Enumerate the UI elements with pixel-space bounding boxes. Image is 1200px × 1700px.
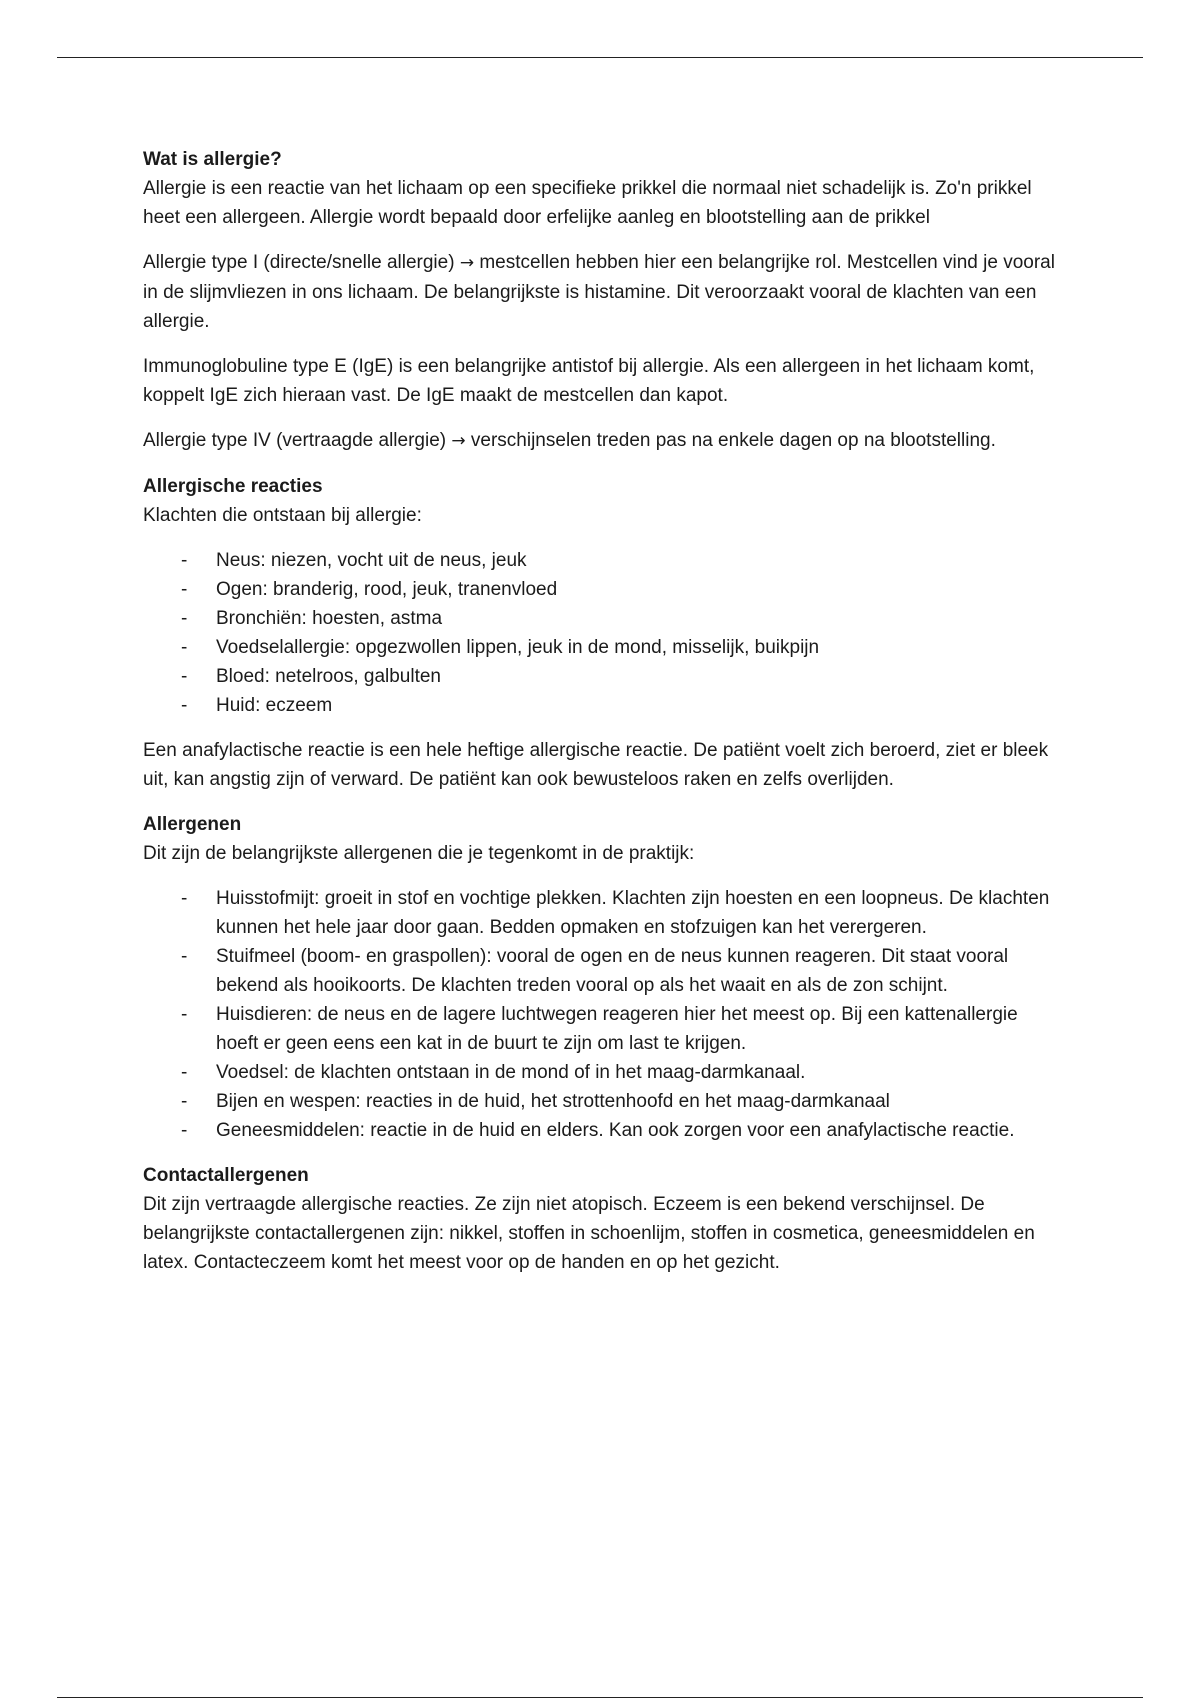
paragraph-anafylactisch: Een anafylactische reactie is een hele heftige allergische reactie. De patiënt voelt zich beroerd, ziet er bleek uit, kan angstig zijn of verward. De patiënt kan ook bewusteloos raken en zelfs overlijden. bbox=[143, 740, 1049, 790]
list-item bbox=[143, 1058, 1063, 1087]
paragraph-definition: Allergie is een reactie van het lichaam op een specifieke prikkel die normaal niet schadelijk is. Zo'n prikkel heet een allergeen. Allergie wordt bepaald door erfelijke aanleg en blootstelling aan de prikkel bbox=[143, 178, 1032, 228]
reacties-intro: Klachten die ontstaan bij allergie: bbox=[143, 505, 422, 526]
paragraph-ige: Immunoglobuline type E (IgE) is een belangrijke antistof bij allergie. Als een allergeen in het lichaam komt, koppelt IgE zich hieraan vast. De IgE maakt de mestcellen dan kapot. bbox=[143, 356, 1035, 406]
document-body bbox=[143, 145, 1063, 1293]
list-item-text: Bijen en wespen: reacties in de huid, het strottenhoofd en het maag-darmkanaal bbox=[216, 1091, 890, 1112]
list-item bbox=[143, 1087, 1063, 1116]
list-item-text: Bloed: netelroos, galbulten bbox=[216, 666, 441, 687]
bullet-dash: - bbox=[181, 946, 188, 967]
list-item-text: Voedsel: de klachten ontstaan in de mond of in het maag-darmkanaal. bbox=[216, 1062, 806, 1083]
bullet-dash: - bbox=[181, 1120, 188, 1141]
list-item bbox=[143, 1116, 1063, 1145]
header-rule bbox=[57, 57, 1143, 58]
list-item-text: Stuifmeel (boom- en graspollen): vooral de ogen en de neus kunnen reageren. Dit staat vooral bekend als hooikoorts. De klachten treden vooral op als het waait en als de zon schijnt. bbox=[216, 946, 1009, 996]
bullet-dash: - bbox=[181, 666, 188, 687]
paragraph-type-4 bbox=[143, 426, 1063, 456]
paragraph-contact: Dit zijn vertraagde allergische reacties. Ze zijn niet atopisch. Eczeem is een bekend verschijnsel. De belangrijkste contactallergenen zijn: nikkel, stoffen in schoenlijm, stoffen in cosmetica, geneesmiddelen en latex. Contacteczeem komt het meest voor op de handen en op het gezicht. bbox=[143, 1194, 1035, 1273]
bullet-dash: - bbox=[181, 637, 188, 658]
list-item-text: Ogen: branderig, rood, jeuk, tranenvloed bbox=[216, 579, 558, 600]
type-1-text: mestcellen hebben hier een belangrijke rol. Mestcellen vind je vooral in de slijmvliezen in ons lichaam. De belangrijkste is histamine. Dit veroorzaakt vooral de klachten van een allergie. bbox=[143, 252, 1055, 332]
list-item-text: Huisdieren: de neus en de lagere luchtwegen reageren hier het meest op. Bij een kattenallergie hoeft er geen eens een kat in de buurt te zijn om last te krijgen. bbox=[216, 1004, 1018, 1054]
bullet-dash: - bbox=[181, 550, 188, 571]
list-item bbox=[143, 575, 1063, 604]
list-item bbox=[143, 604, 1063, 633]
bullet-dash: - bbox=[181, 695, 188, 716]
list-item bbox=[143, 691, 1063, 720]
list-item-text: Huid: eczeem bbox=[216, 695, 333, 716]
reacties-list bbox=[143, 546, 1063, 720]
bullet-dash: - bbox=[181, 1004, 188, 1025]
arrow-right-icon: → bbox=[459, 253, 475, 273]
bullet-dash: - bbox=[181, 1091, 188, 1112]
type-4-text: verschijnselen treden pas na enkele dagen op na blootstelling. bbox=[470, 430, 996, 451]
bullet-dash: - bbox=[181, 579, 188, 600]
heading-wat-is-allergie: Wat is allergie? bbox=[143, 149, 282, 170]
list-item bbox=[143, 884, 1063, 942]
bullet-dash: - bbox=[181, 1062, 188, 1083]
list-item-text: Bronchiën: hoesten, astma bbox=[216, 608, 443, 629]
heading-allergenen: Allergenen bbox=[143, 814, 242, 835]
bullet-dash: - bbox=[181, 608, 188, 629]
list-item bbox=[143, 942, 1063, 1000]
list-item bbox=[143, 546, 1063, 575]
heading-contactallergenen: Contactallergenen bbox=[143, 1165, 309, 1186]
footer-rule bbox=[57, 1697, 1143, 1698]
list-item bbox=[143, 633, 1063, 662]
arrow-right-icon: → bbox=[451, 431, 466, 451]
list-item-text: Voedselallergie: opgezwollen lippen, jeuk in de mond, misselijk, buikpijn bbox=[216, 637, 820, 658]
type-1-label: Allergie type I (directe/snelle allergie) bbox=[143, 252, 455, 273]
heading-allergische-reacties: Allergische reacties bbox=[143, 476, 323, 497]
allergenen-list bbox=[143, 884, 1063, 1145]
bullet-dash: - bbox=[181, 888, 188, 909]
list-item-text: Huisstofmijt: groeit in stof en vochtige plekken. Klachten zijn hoesten en een loopneus. De klachten kunnen het hele jaar door gaan. Bedden opmaken en stofzuigen kan het verergeren. bbox=[216, 888, 1050, 938]
allergenen-intro: Dit zijn de belangrijkste allergenen die je tegenkomt in de praktijk: bbox=[143, 843, 695, 864]
list-item-text: Neus: niezen, vocht uit de neus, jeuk bbox=[216, 550, 527, 571]
type-4-label: Allergie type IV (vertraagde allergie) bbox=[143, 430, 447, 451]
list-item bbox=[143, 662, 1063, 691]
list-item bbox=[143, 1000, 1063, 1058]
paragraph-type-1 bbox=[143, 248, 1063, 336]
list-item-text: Geneesmiddelen: reactie in de huid en elders. Kan ook zorgen voor een anafylactische reactie. bbox=[216, 1120, 1015, 1141]
